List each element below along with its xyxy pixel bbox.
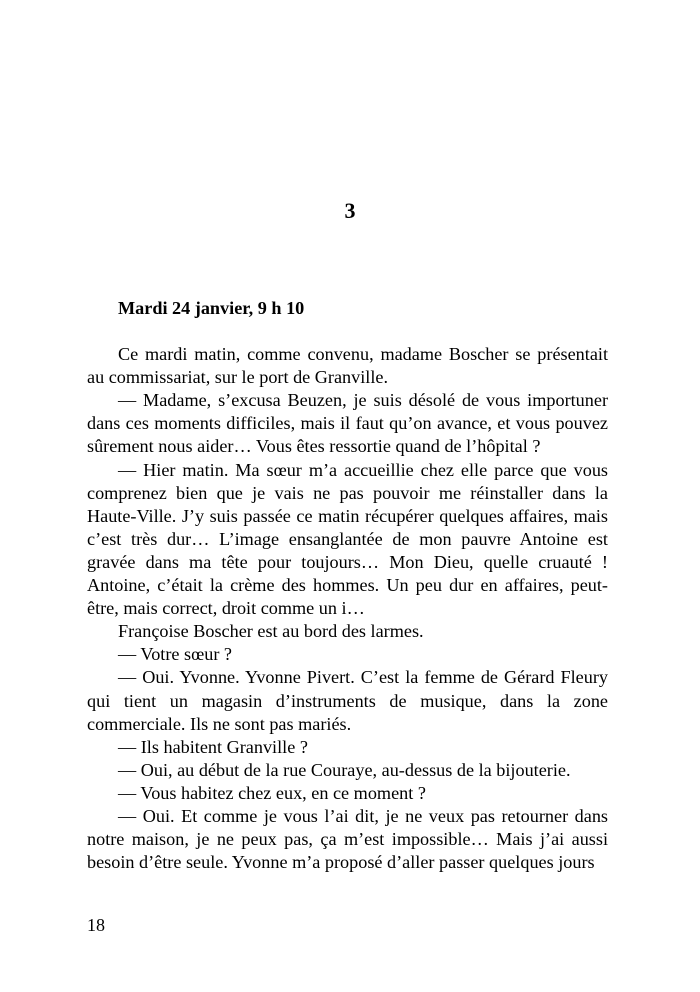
paragraph: — Vous habitez chez eux, en ce moment ?: [118, 782, 426, 803]
page-number: 18: [87, 915, 105, 935]
chapter-number: 3: [344, 198, 356, 223]
paragraph: — Ils habitent Granville ?: [118, 736, 308, 757]
paragraph: Françoise Boscher est au bord des larmes.: [118, 621, 424, 642]
paragraph: — Votre sœur ?: [118, 644, 232, 665]
paragraph: — Oui. Yvonne. Yvonne Pivert. C’est la femme de Gérard Fleury qui tient un magasin d’instruments de musique, dans la zone commerciale. Ils ne sont pas mariés.: [87, 667, 608, 734]
body-text: [87, 297, 608, 874]
section-heading: Mardi 24 janvier, 9 h 10: [118, 298, 305, 318]
paragraph: Ce mardi matin, comme convenu, madame Boscher se présentait au commissariat, sur le port de Granville.: [87, 344, 608, 388]
paragraph: — Madame, s’excusa Beuzen, je suis désolé de vous importuner dans ces moments difficiles, mais il faut qu’on avance, et vous pouvez sûrement nous aider… Vous êtes ressortie quand de l’hôpital ?: [87, 390, 608, 457]
paragraph: — Oui, au début de la rue Couraye, au-dessus de la bijouterie.: [118, 759, 571, 780]
paragraph: — Oui. Et comme je vous l’ai dit, je ne veux pas retourner dans notre maison, je ne peux pas, ça m’est impossible… Mais j’ai aussi besoin d’être seule. Yvonne m’a proposé d’aller passer quelques jours: [87, 805, 608, 873]
paragraph: — Hier matin. Ma sœur m’a accueillie chez elle parce que vous comprenez bien que je vais ne pas pouvoir me réinstaller dans la Haute-Ville. J’y suis passée ce matin récupérer quelques affaires, mais c’est très dur… L’image ensanglantée de mon pauvre Antoine est gravée dans ma tête pour toujours… Mon Dieu, quelle cruauté ! Antoine, c’était la crème des hommes. Un peu dur en affaires, peut-être, mais correct, droit comme un i…: [87, 459, 608, 619]
